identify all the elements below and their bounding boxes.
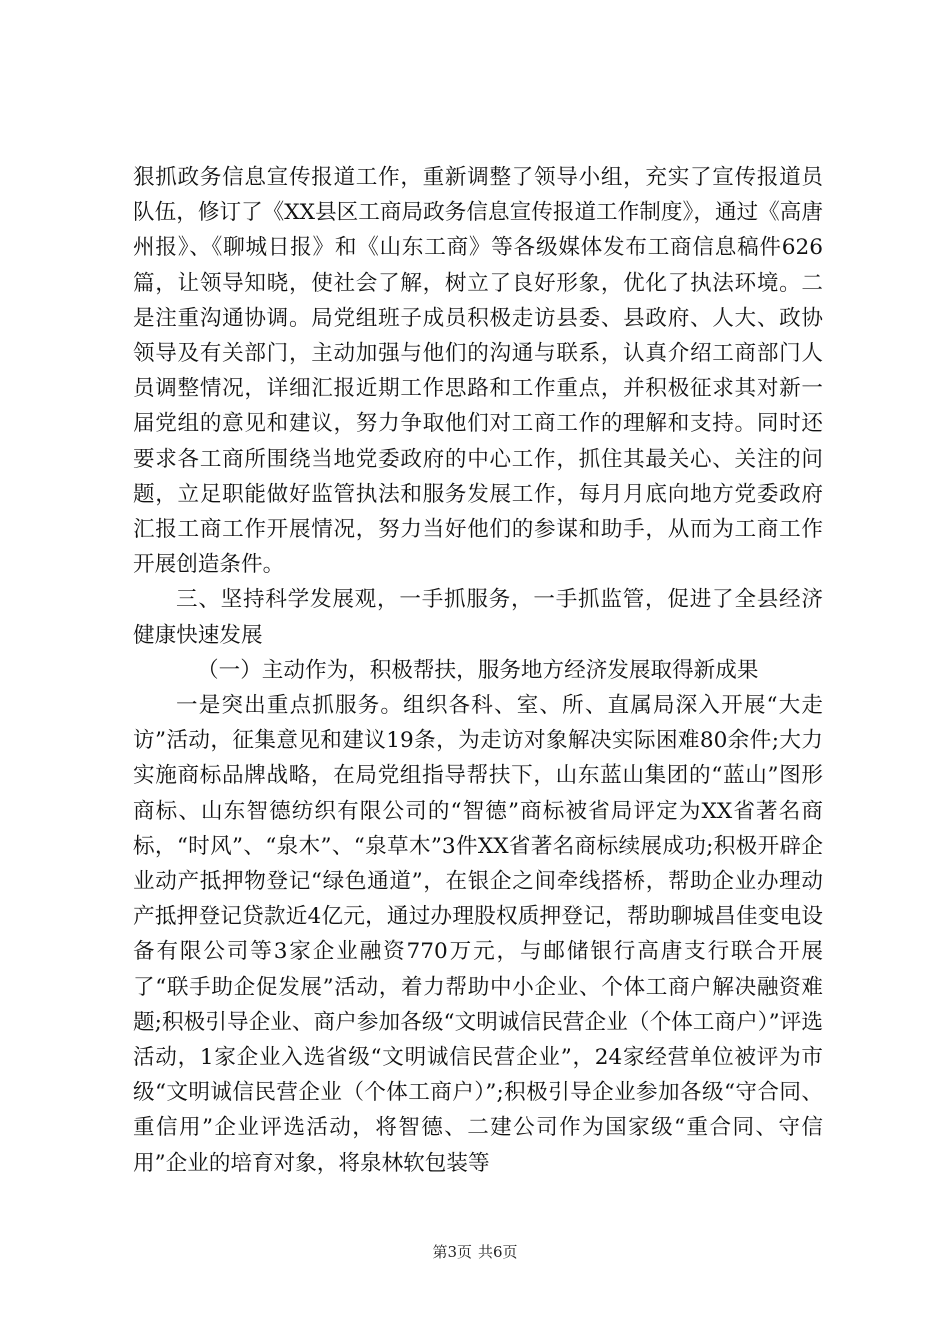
section-heading-three: 三、坚持科学发展观，一手抓服务，一手抓监管，促进了全县经济健康快速发展 [133, 587, 823, 648]
subsection-heading-one: （一）主动作为，积极帮扶，服务地方经济发展取得新成果 [197, 657, 759, 683]
paragraph-continuation: 狠抓政务信息宣传报道工作，重新调整了领导小组，充实了宣传报道员队伍，修订了《XX县区工商局政务信息宣传报道工作制度》，通过《高唐州报》、《聊城日报》和《山东工商》等各级媒体发布工商信息稿件626篇，让领导知晓，使社会了解，树立了良好形象，优化了执法环境。二是注重沟通协调。局党组班子成员积极走访县委、县政府、人大、政协领导及有关部门，主动加强与他们的沟通与联系，认真介绍工商部门人员调整情况，详细汇报近期工作思路和工作重点，并积极征求其对新一届党组的意见和建议，努力争取他们对工商工作的理解和支持。同时还要求各工商所围绕当地党委政府的中心工作，抓住其最关心、关注的问题，立足职能做好监管执法和服务发展工作，每月月底向地方党委政府汇报工商工作开展情况，努力当好他们的参谋和助手，从而为工商工作开展创造条件。 [133, 165, 823, 578]
document-body [133, 160, 823, 1181]
page-number-current: 第3页 [432, 1243, 472, 1261]
paragraph-services: 一是突出重点抓服务。组织各科、室、所、直属局深入开展“大走访”活动，征集意见和建议19条，为走访对象解决实际困难80余件;大力实施商标品牌战略，在局党组指导帮扶下，山东蓝山集团的“蓝山”图形商标、山东智德纺织有限公司的“智德”商标被省局评定为XX省著名商标，“时风”、“泉木”、“泉草木”3件XX省著名商标续展成功;积极开辟企业动产抵押物登记“绿色通道”，在银企之间牵线搭桥，帮助企业办理动产抵押登记贷款近4亿元，通过办理股权质押登记，帮助聊城昌佳变电设备有限公司等3家企业融资770万元，与邮储银行高唐支行联合开展了“联手助企促发展”活动，着力帮助中小企业、个体工商户解决融资难题;积极引导企业、商户参加各级“文明诚信民营企业（个体工商户）”评选活动，1家企业入选省级“文明诚信民营企业”，24家经营单位被评为市级“文明诚信民营企业（个体工商户）”;积极引导企业参加各级“守合同、重信用”企业评选活动，将智德、二建公司作为国家级“重合同、守信用”企业的培育对象，将泉林软包装等 [133, 693, 823, 1176]
page-number-total: 共6页 [478, 1243, 518, 1261]
page-footer [0, 1242, 950, 1262]
